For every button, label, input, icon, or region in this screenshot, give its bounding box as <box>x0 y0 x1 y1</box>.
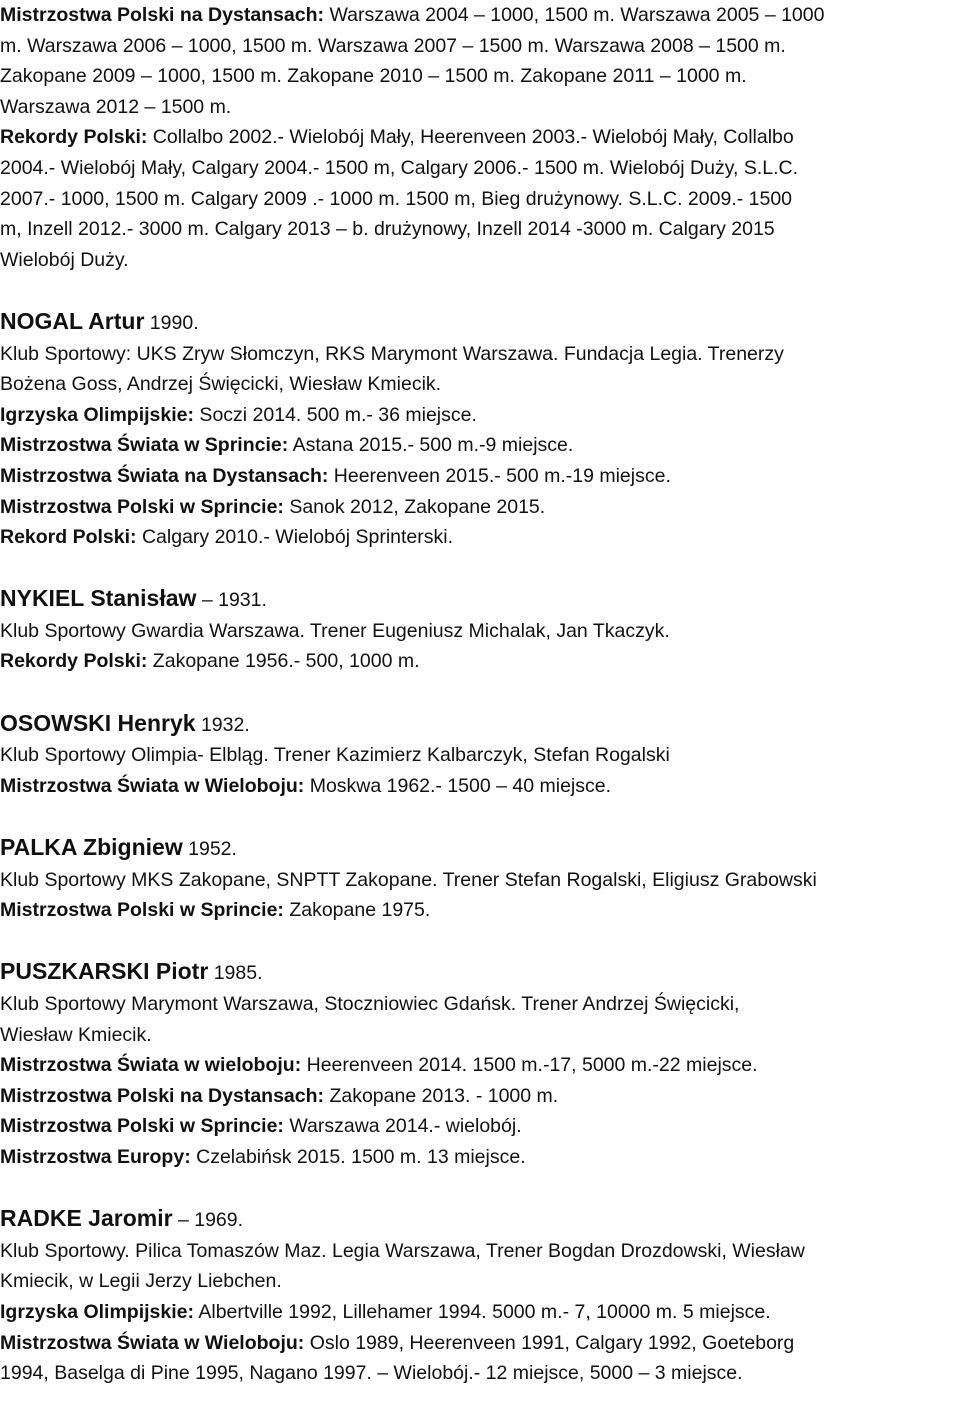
section-heading: Mistrzostwa Świata w wieloboju: <box>0 1054 302 1077</box>
athlete-name: PALKA Zbigniew <box>0 834 183 861</box>
text-span: Albertville 1992, Lillehamer 1994. 5000 m.- 7, 10000 m. 5 miejsce. <box>194 1300 771 1323</box>
section-heading: Mistrzostwa Polski w Sprincie: <box>0 495 284 518</box>
text-line: Warszawa 2012 – 1500 m. <box>0 95 232 118</box>
athlete-name: PUSZKARSKI Piotr <box>0 958 209 985</box>
athlete-heading <box>0 708 954 741</box>
text-line: Klub Sportowy. Pilica Tomaszów Maz. Legia Warszawa, Trener Bogdan Drozdowski, Wiesław <box>0 1239 805 1262</box>
text-span: Soczi 2014. 500 m.- 36 miejsce. <box>194 403 477 426</box>
section-heading: Mistrzostwa Świata w Wieloboju: <box>0 774 305 797</box>
athlete-year: – 1931. <box>196 589 267 612</box>
text-line: Klub Sportowy MKS Zakopane, SNPTT Zakopane. Trener Stefan Rogalski, Eligiusz Grabowski <box>0 868 817 891</box>
section-heading: Mistrzostwa Polski w Sprincie: <box>0 1115 284 1138</box>
text-line <box>0 895 954 926</box>
section-heading: Mistrzostwa Świata w Wieloboju: <box>0 1331 305 1354</box>
section-heading: Mistrzostwa Europy: <box>0 1145 191 1168</box>
text-line <box>0 1081 954 1112</box>
section-heading: Mistrzostwa Polski w Sprincie: <box>0 899 284 922</box>
spacer <box>0 926 954 957</box>
text-line: m, Inzell 2012.- 3000 m. Calgary 2013 – b. drużynowy, Inzell 2014 -3000 m. Calgary 2015 <box>0 218 775 241</box>
text-line: m. Warszawa 2006 – 1000, 1500 m. Warszawa 2007 – 1500 m. Warszawa 2008 – 1500 m. <box>0 34 786 57</box>
spacer <box>0 553 954 584</box>
athlete-entry-osowski <box>0 708 954 802</box>
text-line <box>0 461 954 492</box>
text-line: Wiesław Kmiecik. <box>0 1023 152 1046</box>
section-heading: Mistrzostwa Świata na Dystansach: <box>0 464 329 487</box>
athlete-entry-radke <box>0 1203 954 1389</box>
text-line <box>0 0 954 31</box>
text-line <box>0 646 954 677</box>
athlete-name: OSOWSKI Henryk <box>0 709 196 736</box>
text-span: Warszawa 2014.- wielobój. <box>283 1115 522 1138</box>
text-line <box>0 122 954 153</box>
text-span: Collalbo 2002.- Wielobój Mały, Heerenveen 2003.- Wielobój Mały, Collalbo <box>147 126 794 149</box>
text-line <box>0 492 954 523</box>
athlete-heading <box>0 956 954 989</box>
text-span: Heerenveen 2014. 1500 m.-17, 5000 m.-22 miejsce. <box>301 1054 758 1077</box>
section-heading: Mistrzostwa Polski na Dystansach: <box>0 1084 325 1107</box>
text-line: 1994, Baselga di Pine 1995, Nagano 1997. – Wielobój.- 12 miejsce, 5000 – 3 miejsce. <box>0 1362 743 1385</box>
athlete-entry-puszkarski <box>0 956 954 1172</box>
athlete-heading <box>0 832 954 865</box>
text-line <box>0 1297 954 1328</box>
athlete-entry-palka <box>0 832 954 926</box>
text-line <box>0 1050 954 1081</box>
text-span: Heerenveen 2015.- 500 m.-19 miejsce. <box>328 464 671 487</box>
text-span: Zakopane 2013. - 1000 m. <box>324 1084 559 1107</box>
section-heading: Igrzyska Olimpijskie: <box>0 403 195 426</box>
text-line: Bożena Goss, Andrzej Święcicki, Wiesław Kmiecik. <box>0 373 442 396</box>
text-line <box>0 400 954 431</box>
text-span: Moskwa 1962.- 1500 – 40 miejsce. <box>304 774 612 797</box>
athlete-name: NYKIEL Stanisław <box>0 585 197 612</box>
athlete-year: 1985. <box>208 962 263 985</box>
text-span: Zakopane 1956.- 500, 1000 m. <box>147 650 420 673</box>
text-line: 2004.- Wielobój Mały, Calgary 2004.- 1500 m, Calgary 2006.- 1500 m. Wielobój Duży, S.L.C. <box>0 156 799 179</box>
athlete-name: NOGAL Artur <box>0 307 145 334</box>
spacer <box>0 275 954 306</box>
athlete-year: 1990. <box>144 311 199 334</box>
text-line: Zakopane 2009 – 1000, 1500 m. Zakopane 2010 – 1500 m. Zakopane 2011 – 1000 m. <box>0 65 747 88</box>
text-line <box>0 1142 954 1173</box>
text-line: 2007.- 1000, 1500 m. Calgary 2009 .- 1000 m. 1500 m, Bieg drużynowy. S.L.C. 2009.- 1500 <box>0 187 793 210</box>
section-heading: Rekord Polski: <box>0 526 137 549</box>
athlete-year: 1932. <box>195 713 250 736</box>
athlete-heading <box>0 583 954 616</box>
text-line: Klub Sportowy Olimpia- Elbląg. Trener Kazimierz Kalbarczyk, Stefan Rogalski <box>0 744 670 767</box>
text-line <box>0 771 954 802</box>
text-span: Oslo 1989, Heerenveen 1991, Calgary 1992, Goeteborg <box>304 1331 795 1354</box>
text-line: Klub Sportowy Marymont Warszawa, Stoczniowiec Gdańsk. Trener Andrzej Święcicki, <box>0 993 740 1015</box>
text-line <box>0 1328 954 1359</box>
text-span: Calgary 2010.- Wielobój Sprinterski. <box>136 526 454 549</box>
text-line: Klub Sportowy: UKS Zryw Słomczyn, RKS Marymont Warszawa. Fundacja Legia. Trenerzy <box>0 342 784 365</box>
intro-section <box>0 0 954 275</box>
text-span: Sanok 2012, Zakopane 2015. <box>283 495 546 518</box>
text-span: Astana 2015.- 500 m.-9 miejsce. <box>288 434 574 457</box>
athlete-entry-nykiel <box>0 583 954 677</box>
section-heading: Mistrzostwa Polski na Dystansach: <box>0 4 325 26</box>
section-heading: Rekordy Polski: <box>0 650 148 673</box>
text-line <box>0 1111 954 1142</box>
athlete-year: 1952. <box>182 838 237 861</box>
section-heading: Igrzyska Olimpijskie: <box>0 1300 195 1323</box>
spacer <box>0 677 954 708</box>
text-span: Czelabińsk 2015. 1500 m. 13 miejsce. <box>190 1145 526 1168</box>
text-line: Klub Sportowy Gwardia Warszawa. Trener Eugeniusz Michalak, Jan Tkaczyk. <box>0 619 670 642</box>
athlete-heading <box>0 306 954 339</box>
text-line <box>0 522 954 553</box>
text-span: Warszawa 2004 – 1000, 1500 m. Warszawa 2005 – 1000 <box>324 4 825 26</box>
text-line: Wielobój Duży. <box>0 248 129 271</box>
athlete-heading <box>0 1203 954 1236</box>
section-heading: Rekordy Polski: <box>0 126 148 149</box>
section-heading: Mistrzostwa Świata w Sprincie: <box>0 434 289 457</box>
spacer <box>0 1173 954 1204</box>
text-line <box>0 430 954 461</box>
athlete-name: RADKE Jaromir <box>0 1205 173 1232</box>
athlete-year: – 1969. <box>172 1209 244 1232</box>
text-span: Zakopane 1975. <box>283 899 431 922</box>
text-line: Kmiecik, w Legii Jerzy Liebchen. <box>0 1270 282 1293</box>
athlete-entry-nogal <box>0 306 954 553</box>
spacer <box>0 801 954 832</box>
